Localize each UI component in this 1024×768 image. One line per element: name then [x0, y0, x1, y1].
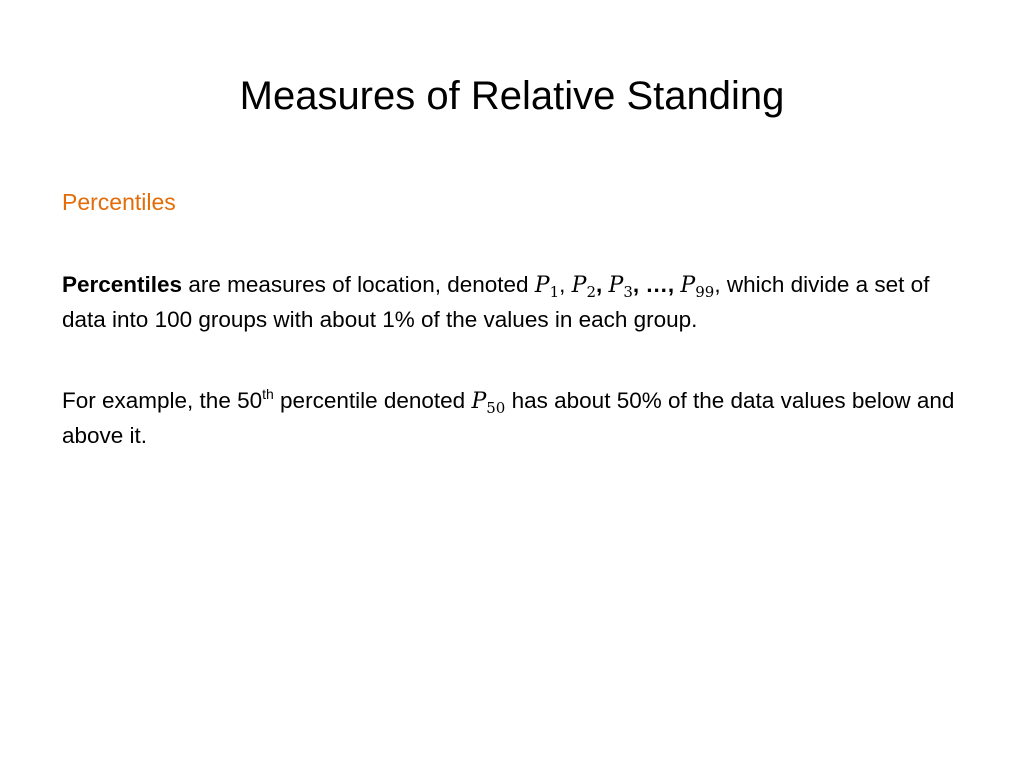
math-p3: $P_3$: [608, 273, 633, 301]
percentiles-definition-paragraph: [62, 268, 962, 337]
example-text-b: percentile denoted: [273, 388, 472, 413]
math-p2: $P_2$: [571, 273, 597, 301]
slide-title: Measures of Relative Standing: [239, 74, 785, 118]
example-text-c: has about 50% of the data values below and above it.: [62, 388, 955, 448]
section-subheading: Percentiles: [62, 189, 176, 215]
ellipsis: , …,: [632, 272, 681, 297]
definition-text-b: , which divide a set of data into 100 groups with about 1% of the values in each group.: [62, 272, 930, 332]
math-p50: $P_{50}$: [471, 389, 506, 417]
example-text-a: For example, the 50: [62, 388, 263, 413]
math-p1: $P_1$: [534, 273, 560, 301]
comma-1: ,: [559, 272, 572, 297]
math-p99: $P_{99}$: [680, 273, 715, 301]
example-paragraph: [62, 384, 962, 453]
term-percentiles: Percentiles: [62, 272, 183, 297]
ordinal-suffix: th: [262, 386, 274, 402]
comma-2: ,: [596, 272, 609, 297]
definition-text-a: are measures of location, denoted: [182, 272, 535, 297]
